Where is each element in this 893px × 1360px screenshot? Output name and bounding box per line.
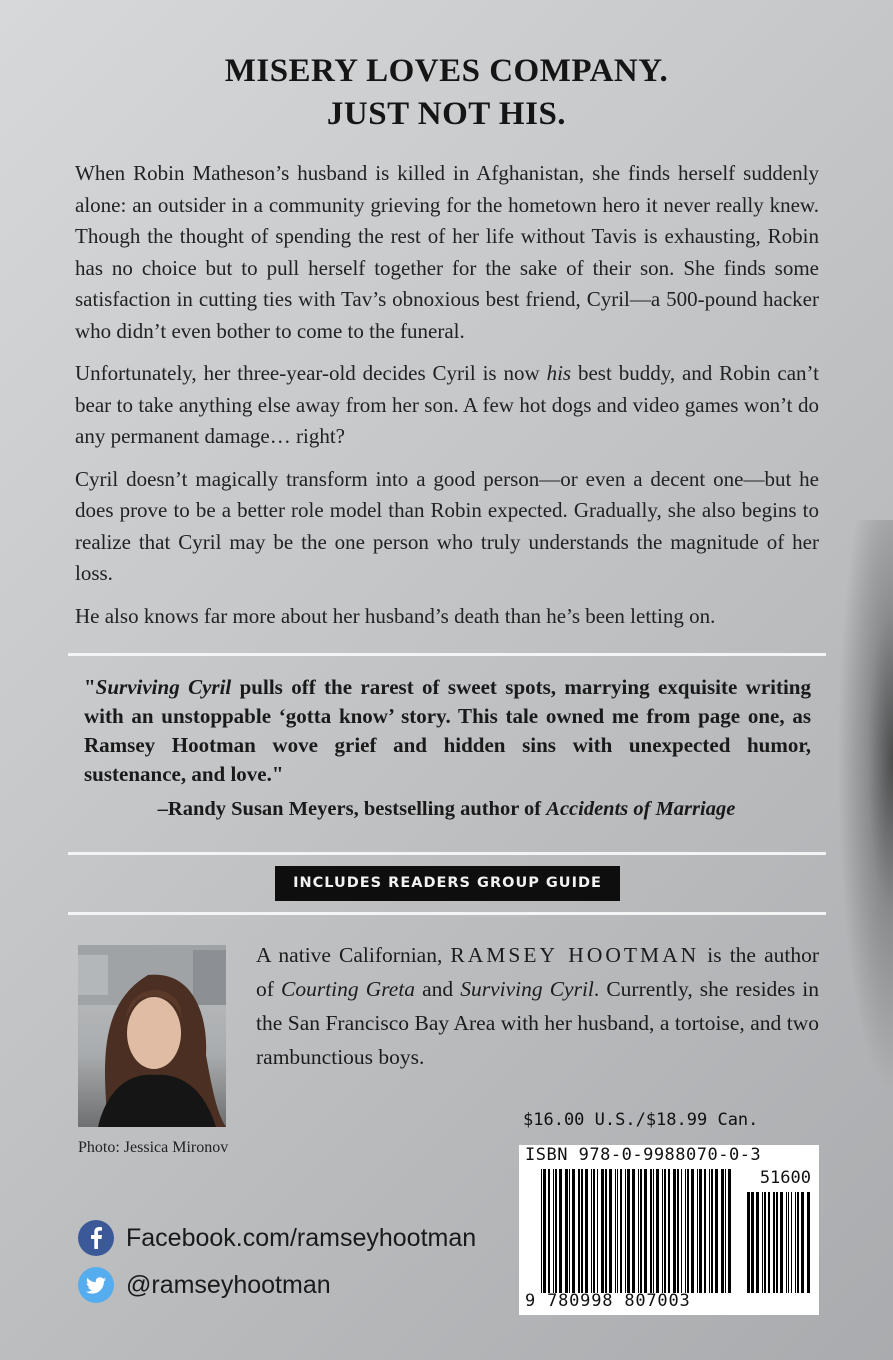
readers-guide-badge: INCLUDES READERS GROUP GUIDE [275, 866, 620, 901]
barcode-bar [559, 1169, 562, 1293]
synopsis-emphasis: his [546, 361, 572, 385]
barcode-bar [548, 1169, 550, 1293]
barcode-bar [601, 1169, 604, 1293]
book-title: Surviving Cyril [460, 977, 594, 1001]
bio-text: A native Californian, [256, 943, 451, 967]
quoted-book-title: Surviving Cyril [95, 675, 232, 699]
barcode-bar [681, 1169, 682, 1293]
barcode-bar [751, 1192, 754, 1293]
review-quote [84, 673, 811, 789]
barcode-bar [795, 1192, 796, 1293]
barcode-bar [543, 1169, 546, 1293]
divider [68, 852, 826, 855]
barcode-bar [664, 1169, 666, 1293]
bio-text: is the author of [256, 943, 819, 1001]
barcode-bar [685, 1169, 686, 1293]
twitter-handle[interactable]: @ramseyhootman [126, 1270, 331, 1299]
isbn-number: ISBN 978-0-9988070-0-3 [525, 1145, 762, 1165]
attribution-text: –Randy Susan Meyers, bestselling author of [157, 798, 547, 820]
author-name: RAMSEY HOOTMAN [450, 943, 700, 967]
barcode-bar [721, 1169, 724, 1293]
barcode-bar [644, 1169, 647, 1293]
barcode-bar [640, 1169, 642, 1293]
barcode-bar [617, 1169, 618, 1293]
barcode-bar [697, 1169, 698, 1293]
review-attribution [0, 798, 893, 821]
barcode-bar [807, 1192, 810, 1293]
barcode-bar [801, 1192, 804, 1293]
facebook-link[interactable] [78, 1220, 476, 1256]
attribution-book: Accidents of Marriage [546, 798, 736, 820]
barcode-bar [776, 1192, 778, 1293]
barcode-bar [756, 1192, 759, 1293]
barcode-digits: 9 780998 807003 [525, 1291, 691, 1311]
headline-line-1: MISERY LOVES COMPANY. [224, 53, 669, 89]
author-portrait [78, 945, 226, 1127]
barcode-bar [788, 1192, 789, 1293]
barcode-addon-bars [747, 1192, 813, 1293]
bio-text: and [415, 977, 461, 1001]
barcode-bars [541, 1169, 731, 1293]
barcode-bar [615, 1169, 616, 1293]
barcode-bar [581, 1169, 583, 1293]
barcode-bar [555, 1169, 557, 1293]
headline [0, 50, 893, 136]
divider [68, 912, 826, 915]
twitter-icon [78, 1267, 114, 1303]
barcode-bar [773, 1192, 775, 1293]
barcode-bar [764, 1192, 766, 1293]
barcode-bar [711, 1169, 713, 1293]
barcode-bar [593, 1169, 595, 1293]
barcode-bar [638, 1169, 639, 1293]
barcode-bar [728, 1169, 731, 1293]
barcode-bar [597, 1169, 598, 1293]
barcode-bar [625, 1169, 626, 1293]
quote-mark: " [84, 675, 96, 699]
barcode-bar [650, 1169, 652, 1293]
barcode-bar [791, 1192, 792, 1293]
barcode-bar [620, 1169, 622, 1293]
barcode-bar [565, 1169, 568, 1293]
barcode-bar [585, 1169, 588, 1293]
synopsis [75, 158, 819, 643]
photo-credit: Photo: Jessica Mironov [78, 1139, 229, 1156]
quote-text: pulls off the rarest of sweet spots, marrying exquisite writing with an unstoppable ‘gotta know’ story. This tale owned me from page one, as Ramsey Hootman wove grief and hidden sins with unexpected humor, sustenance, and love." [84, 675, 811, 786]
bio-text: . Currently, she resides in the San Francisco Bay Area with her husband, a tortoise, and two rambunctious boys. [256, 977, 819, 1069]
barcode-bar [780, 1192, 783, 1293]
synopsis-paragraph-4: He also knows far more about her husband’s death than he’s been letting on. [75, 603, 716, 628]
barcode-bar [553, 1169, 554, 1293]
barcode-bar [591, 1169, 592, 1293]
barcode-bar [699, 1169, 702, 1293]
barcode-bar [673, 1169, 676, 1293]
barcode-bar [541, 1169, 542, 1293]
barcode-bar [627, 1169, 630, 1293]
barcode-bar [704, 1169, 706, 1293]
barcode-bar [747, 1192, 750, 1293]
synopsis-text: best buddy, and Robin can’t bear to take anything else away from her son. A few hot dogs and video games won’t do any permanent damage… right? [75, 361, 820, 448]
barcode-bar [605, 1169, 607, 1293]
synopsis-paragraph-1: When Robin Matheson’s husband is killed in Afghanistan, she finds herself suddenly alone: an outsider in a community grieving for the hometown hero it never really knew. Though the thought of spending the rest of her life without Tavis is exhausting, Robin has no choice but to pull herself together for the sake of their son. She finds some satisfaction in cutting ties with Tav’s obnoxious best friend, Cyril—a 500-pound hacker who didn’t even bother to come to the funeral. [75, 161, 819, 343]
barcode-bar [578, 1169, 580, 1293]
barcode-bar [632, 1169, 635, 1293]
author-bio [256, 938, 819, 1074]
barcode-bar [687, 1169, 689, 1293]
twitter-link[interactable] [78, 1267, 331, 1303]
barcode-bar [768, 1192, 770, 1293]
price-code: 51600 [759, 1168, 811, 1188]
barcode-bar [569, 1169, 570, 1293]
barcode-bar [609, 1169, 612, 1293]
barcode-bar [653, 1169, 654, 1293]
barcode-bar [762, 1192, 763, 1293]
synopsis-text: Unfortunately, her three-year-old decides Cyril is now [75, 361, 547, 385]
barcode-bar [786, 1192, 787, 1293]
facebook-icon [78, 1220, 114, 1256]
barcode-bar [691, 1169, 694, 1293]
barcode-bar [797, 1192, 799, 1293]
author-photo [78, 945, 226, 1127]
book-title: Courting Greta [280, 977, 416, 1001]
barcode-bar [668, 1169, 670, 1293]
barcode [519, 1145, 819, 1315]
divider [68, 653, 826, 656]
barcode-bar [715, 1169, 718, 1293]
price-label: $16.00 U.S./$18.99 Can. [523, 1110, 759, 1130]
synopsis-paragraph-3: Cyril doesn’t magically transform into a good person—or even a decent one—but he does prove to be a better role model than Robin expected. Gradually, she also begins to realize that Cyril may be the one person who truly understands the magnitude of her loss. [75, 466, 819, 585]
facebook-handle[interactable]: Facebook.com/ramseyhootman [126, 1223, 477, 1252]
barcode-bar [656, 1169, 659, 1293]
synopsis-paragraph-2 [75, 358, 819, 453]
barcode-bar [725, 1169, 726, 1293]
barcode-bar [677, 1169, 679, 1293]
barcode-bar [572, 1169, 575, 1293]
barcode-bar [662, 1169, 663, 1293]
barcode-bar [709, 1169, 710, 1293]
headline-line-2: JUST NOT HIS. [326, 96, 567, 132]
